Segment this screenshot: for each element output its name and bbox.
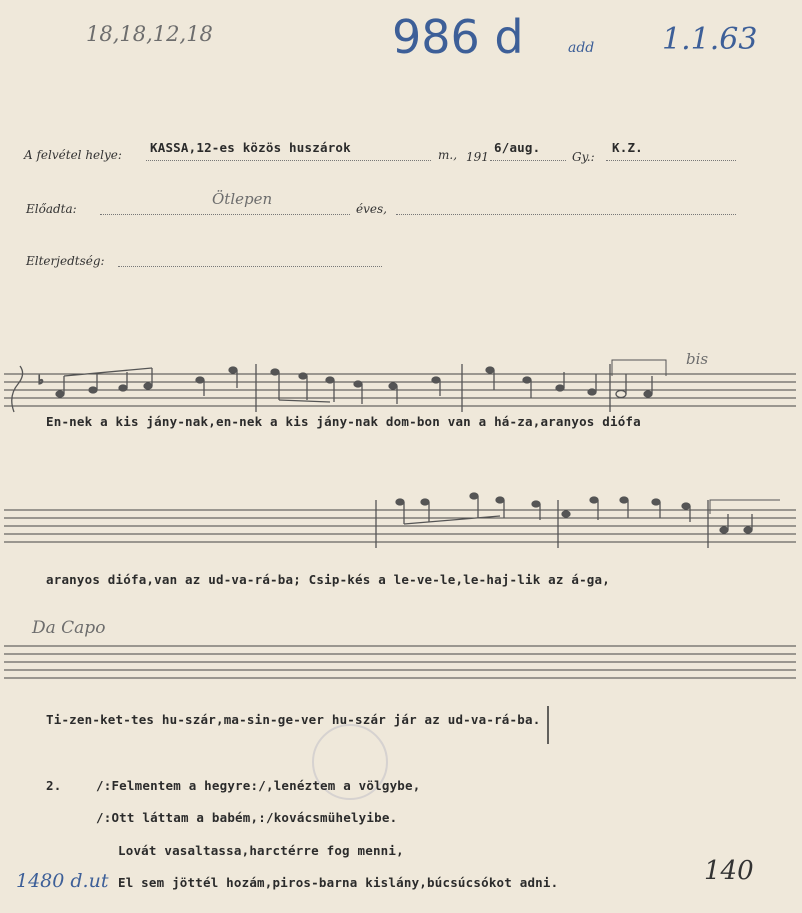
- svg-text:♭: ♭: [38, 373, 44, 387]
- pencil-numbers: 18,18,12,18: [86, 22, 213, 46]
- m-label: m.,: [438, 148, 458, 162]
- performer-label: Előadta:: [26, 202, 77, 216]
- lyrics-line-2: aranyos diófa,van az ud-va-rá-ba; Csip-kés a le-ve-le,le-haj-lik az á-ga,: [46, 572, 610, 587]
- verse-line-4: El sem jöttél hozám,piros-barna kislány,búcsúcsókot adni.: [118, 875, 559, 890]
- gy-label: Gy.:: [572, 150, 595, 164]
- da-capo-note: Da Capo: [32, 618, 106, 638]
- place-label: A felvétel helye:: [24, 148, 122, 162]
- place-value: KASSA,12-es közös huszárok: [150, 140, 351, 155]
- verse-line-3: Lovát vasaltassa,harctérre fog menni,: [118, 843, 404, 858]
- lyrics-line-1: En-nek a kis jány-nak,en-nek a kis jány-nak dom-bon van a há-za,aranyos diófa: [46, 414, 641, 429]
- gy-value: K.Z.: [612, 140, 643, 155]
- staff-1-notes: [12, 360, 666, 412]
- verse-number: 2.: [46, 778, 62, 793]
- performer-value: Ötlepen: [212, 190, 273, 208]
- margin-note: 1480 d.ut: [16, 870, 109, 892]
- bis-note: bis: [686, 350, 709, 368]
- date-note: 1.1.63: [662, 22, 758, 57]
- date-value: 6/aug.: [494, 140, 541, 155]
- staff-3: [4, 646, 796, 678]
- page-number: 140: [704, 856, 754, 886]
- staff-2: [4, 510, 796, 542]
- spread-label: Elterjedtség:: [26, 254, 105, 268]
- verse-line-1: /:Felmentem a hegyre:/,lenéztem a völgybe,: [96, 778, 421, 793]
- age-label: éves,: [356, 202, 387, 216]
- lyrics-line-3: Ti-zen-ket-tes hu-szár,ma-sin-ge-ver hu-szár jár az ud-va-rá-ba.: [46, 712, 541, 727]
- archive-number: 986 d: [392, 10, 524, 64]
- year-prefix: 191: [466, 150, 489, 164]
- staff-2-notes: [376, 493, 780, 548]
- verse-line-2: /:Ott láttam a babém,:/kovácsmühelyibe.: [96, 810, 398, 825]
- archive-note: add: [568, 40, 595, 56]
